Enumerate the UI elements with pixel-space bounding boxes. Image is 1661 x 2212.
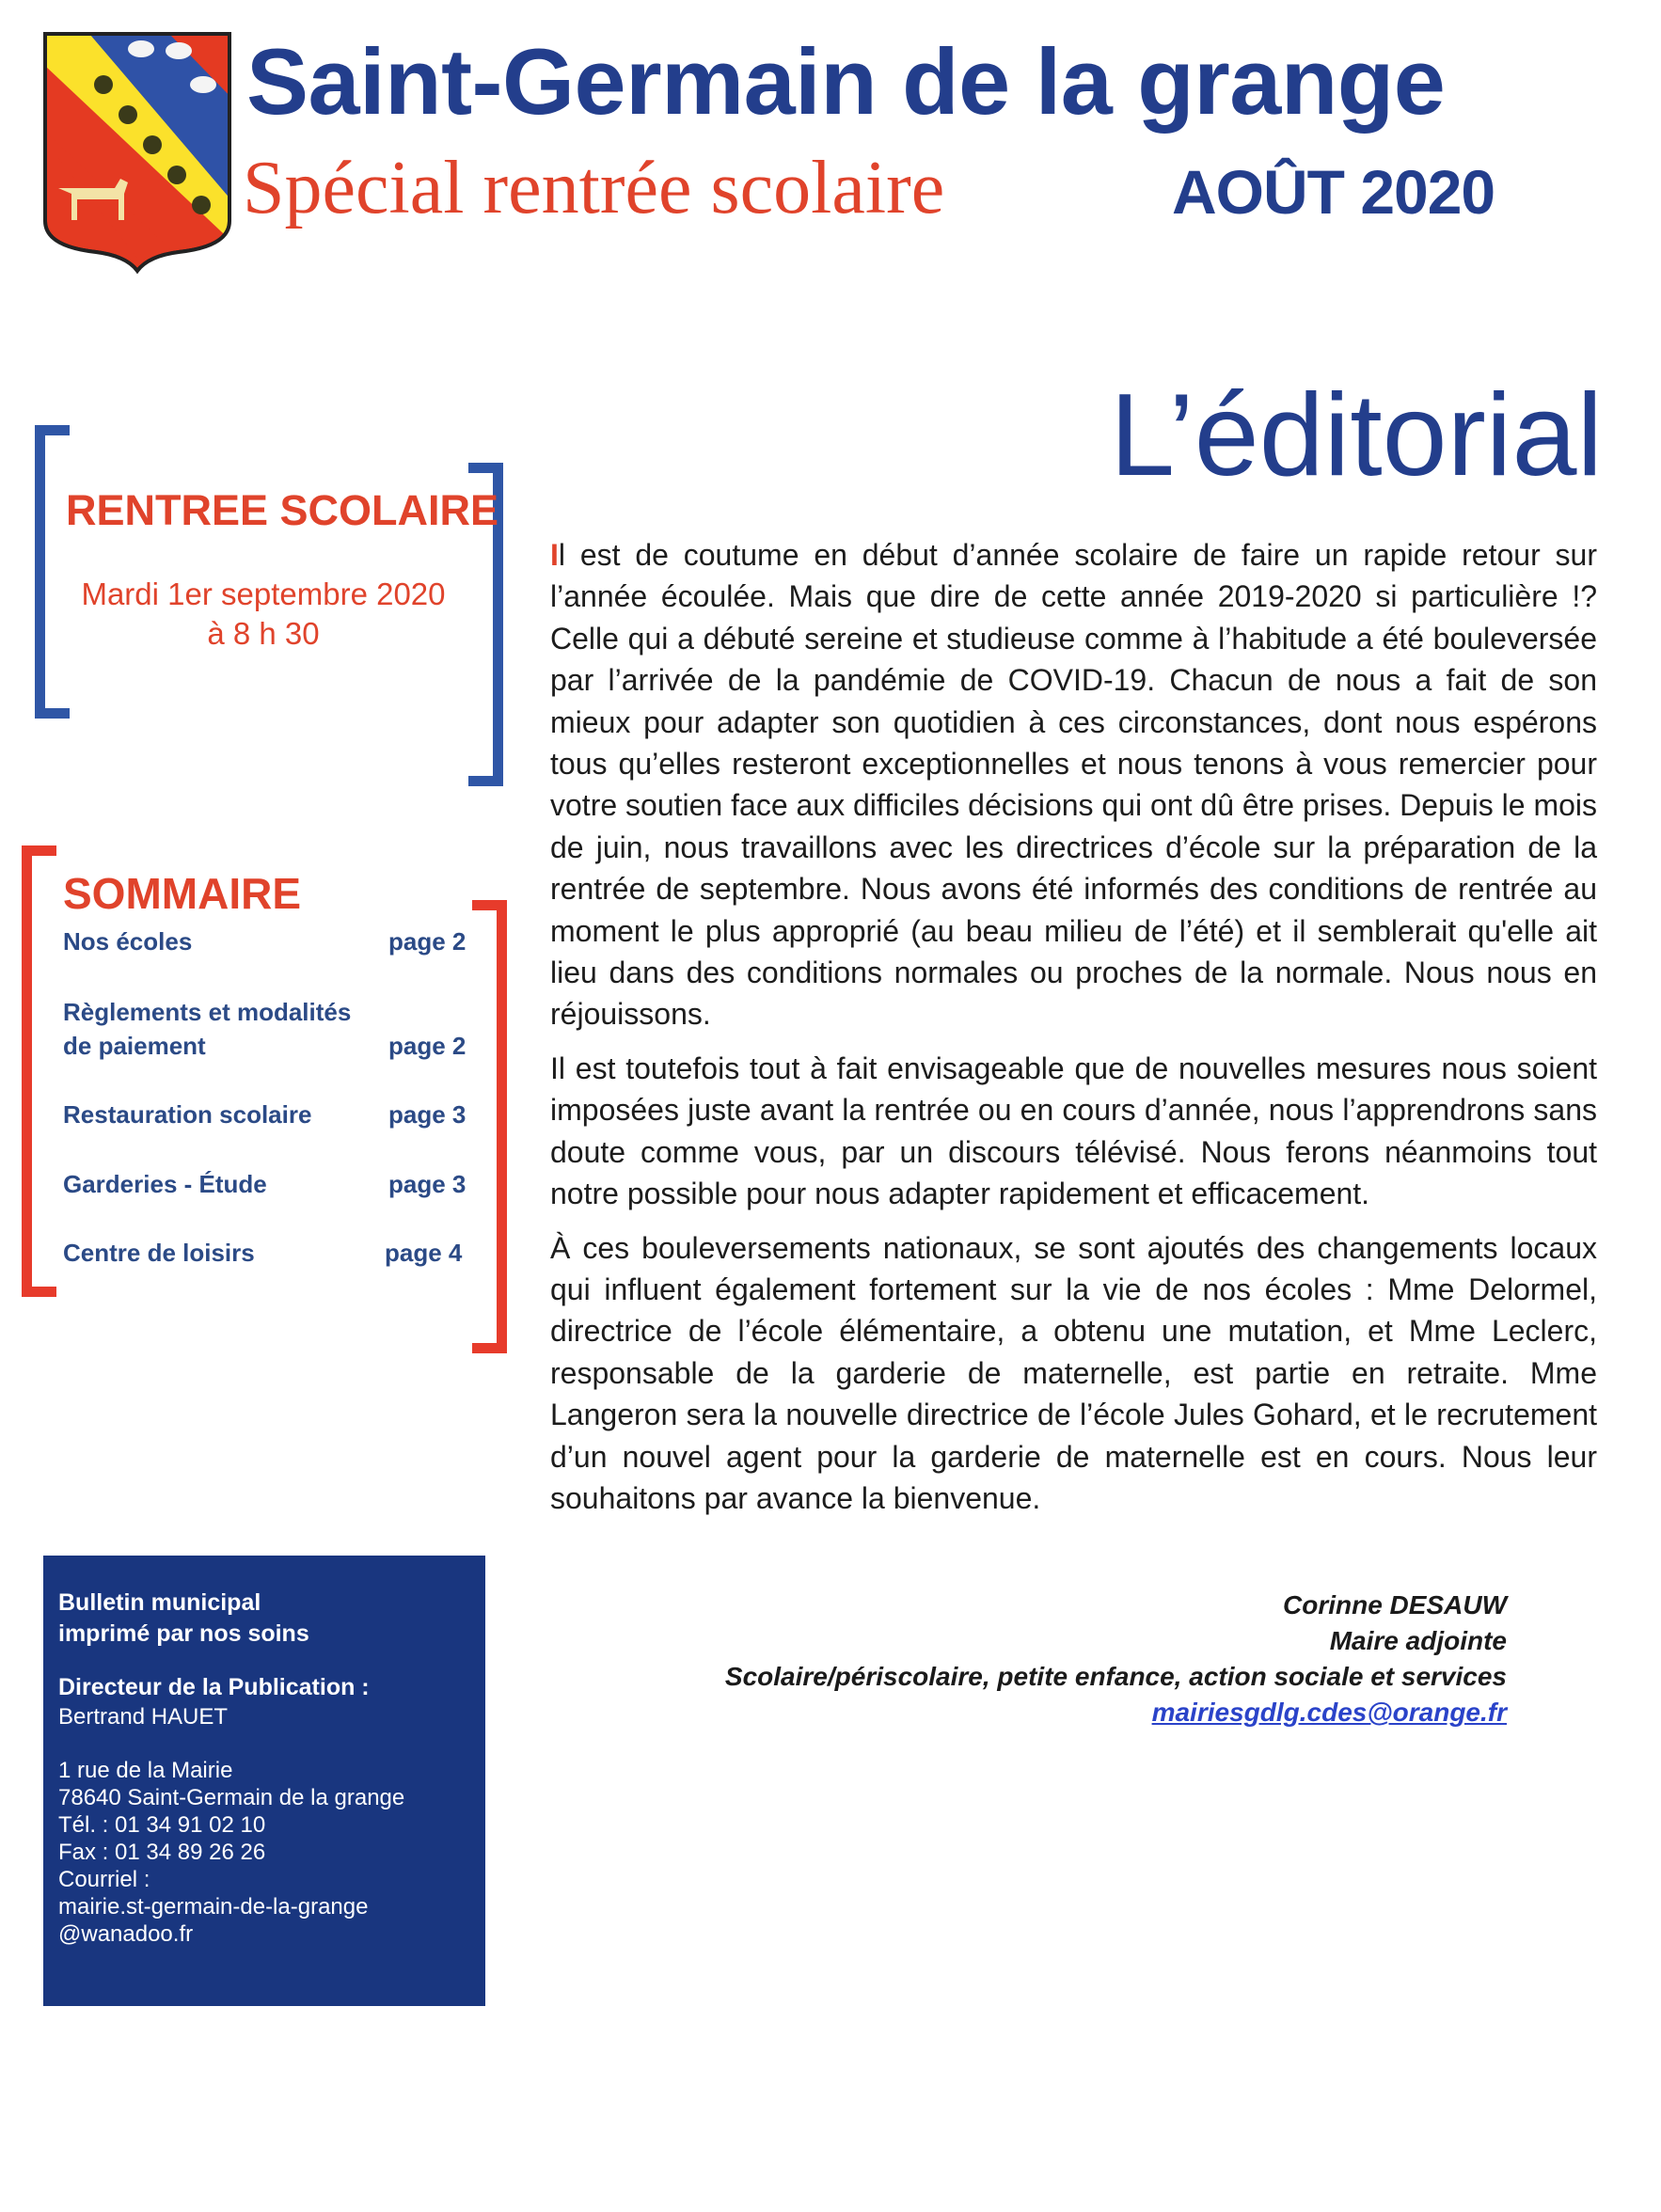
toc-item-page: page 3	[388, 1170, 467, 1198]
rentree-bracket-left	[35, 425, 70, 719]
toc-item-page: page 2	[388, 927, 467, 956]
rentree-heading: RENTREE SCOLAIRE	[66, 486, 499, 534]
signature-name: Corinne DESAUW	[1283, 1590, 1507, 1620]
director-name: Bertrand HAUET	[58, 1704, 229, 1730]
signature-block	[725, 1588, 1507, 1730]
toc-item-label: Garderies - Étude	[63, 1170, 267, 1198]
publication-info-box	[43, 1556, 485, 2006]
toc-item-label: Règlements et modalités	[63, 998, 352, 1026]
director-label: Directeur de la Publication :	[58, 1674, 370, 1700]
signature-email-link[interactable]: mairiesgdlg.cdes@orange.fr	[1151, 1698, 1507, 1727]
signature-portfolio: Scolaire/périscolaire, petite enfance, action sociale et services	[724, 1662, 1507, 1691]
coat-of-arms-logo	[38, 28, 237, 275]
address-line-1: 1 rue de la Mairie	[58, 1758, 233, 1783]
rentree-time: à 8 h 30	[207, 616, 320, 651]
editorial-title: L’éditorial	[1110, 371, 1603, 500]
signature-role: Maire adjointe	[1329, 1626, 1507, 1655]
bulletin-line-1: Bulletin municipal	[58, 1589, 261, 1616]
issue-date: AOÛT 2020	[1172, 157, 1495, 227]
sommaire-bracket-right	[472, 900, 507, 1353]
editorial-paragraph-3: À ces bouleversements nationaux, se sont ajoutés des changements locaux qui influent également fortement sur la vie de nos écoles : Mme Delormel, directrice de l’école élémentaire, a obtenu une mutation, et Mme Leclerc, responsable de la garderie de maternelle, est partie en retraite. Mme Langeron sera la nouvelle directrice de l’école Jules Gohard, et le recrutement d’un nouvel agent pour la garderie de maternelle est en cours. Nous leur souhaitons par avance la bienvenue.	[550, 1230, 1597, 1515]
editorial-paragraph-1	[550, 534, 1597, 1035]
sommaire-heading: SOMMAIRE	[63, 869, 301, 918]
address-line-2: 78640 Saint-Germain de la grange	[58, 1785, 405, 1810]
toc-item-label: Restauration scolaire	[63, 1100, 312, 1129]
dropcap: I	[550, 538, 559, 572]
toc-item-label-line2: de paiement	[63, 1032, 206, 1060]
editorial-body	[550, 534, 1597, 1531]
sommaire-bracket-left	[22, 845, 56, 1297]
courriel-line-2: @wanadoo.fr	[58, 1921, 194, 1947]
paragraph-text: l est de coutume en début d’année scolaire de faire un rapide retour sur l’année écoulée. Mais que dire de cette année 2019-2020 si particulière !? Celle qui a débuté sereine et studieuse comme à l’habitude a été bouleversée par l’arrivée de la pandémie de COVID-19. Chacun de nous a fait de son mieux pour adapter son quotidien à ces circonstances, dont nous espérons tous qu’elles resteront exceptionnelles et nous tenons à vous remercier pour votre soutien face aux difficiles décisions qui ont dû être prises. Depuis le mois de juin, nous travaillons avec les directrices d’école sur la préparation de la rentrée de septembre. Nous avons été informés des conditions de rentrée au moment le plus approprié (au beau milieu de l’été) et il semblerait qu'elle ait lieu dans des conditions normales ou proches de la normale. Nous nous en réjouissons.	[550, 538, 1597, 1032]
toc-item-page: page 3	[388, 1100, 467, 1129]
town-name: Saint-Germain de la grange	[246, 29, 1446, 134]
toc-item-page: page 2	[388, 1032, 467, 1060]
editorial-paragraph-2: Il est toutefois tout à fait envisageable que de nouvelles mesures nous soient imposées juste avant la rentrée ou en cours d’année, nous l’apprendrons sans doute comme vous, par un discours télévisé. Nous ferons néanmoins tout notre possible pour nous adapter rapidement et efficacement.	[550, 1051, 1597, 1211]
issue-subtitle: Spécial rentrée scolaire	[243, 147, 945, 229]
toc-item-label: Centre de loisirs	[63, 1239, 255, 1267]
fax: Fax : 01 34 89 26 26	[58, 1840, 266, 1865]
phone: Tél. : 01 34 91 02 10	[58, 1812, 266, 1838]
toc-item-label: Nos écoles	[63, 927, 193, 956]
courriel-label: Courriel :	[58, 1867, 150, 1892]
toc-item-page: page 4	[385, 1239, 463, 1267]
bulletin-line-2: imprimé par nos soins	[58, 1620, 309, 1647]
rentree-date: Mardi 1er septembre 2020	[81, 577, 446, 611]
courriel-line-1: mairie.st-germain-de-la-grange	[58, 1894, 369, 1920]
